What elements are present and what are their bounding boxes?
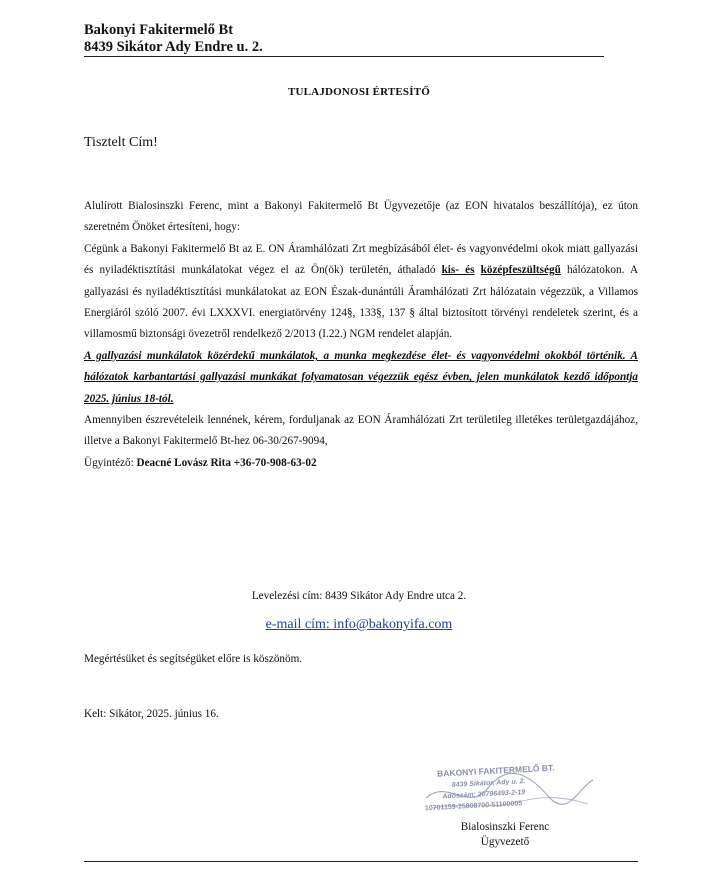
- contact-label: Ügyintéző:: [84, 456, 137, 469]
- signer-name: Bialosinszki Ferenc: [460, 821, 550, 833]
- salutation: Tisztelt Cím!: [84, 135, 158, 150]
- stamp-line-2: 8439 Sikátor, Ady u. 2.: [451, 778, 526, 789]
- contact-request-paragraph: Amennyiben észrevételeik lennének, kérem, forduljanak az EON Áramhálózati Zrt területileg illetékes területgazdájához, illetve a Bakonyi Fakitermelő Bt-hez 06-30/267-9094,: [84, 414, 638, 448]
- work-description-paragraph: [84, 239, 638, 346]
- company-name: Bakonyi Fakitermelő Bt: [84, 22, 234, 38]
- thanks-line: Megértésüket és segítségüket előre is köszönöm.: [84, 653, 303, 665]
- voltage-low-medium: kis- és: [441, 264, 475, 277]
- stamp-line-4: 10701159-25808700-51100005: [424, 800, 523, 813]
- work-description-text: Cégünk a Bakonyi Fakitermelő Bt az E. ON Áramhálózati Zrt megbízásából élet- és vagyonvédelmi okok miatt gallyazási és nyiladéktisztítási munkálatokat végez el az Ön(ök) területén, áthaladó: [84, 242, 638, 277]
- company-stamp: [418, 758, 598, 818]
- stamp-line-1: BAKONYI FAKITERMELŐ BT.: [436, 762, 555, 779]
- signature-block: [430, 820, 580, 850]
- contact-person-line: [84, 453, 638, 474]
- signer-role: Ügyvezető: [480, 836, 530, 848]
- stamp-line-3: Adószám: 20796493-2-19: [442, 789, 526, 801]
- email-link[interactable]: e-mail cím: info@bakonyifa.com: [265, 617, 453, 632]
- mailing-address: Levelezési cím: 8439 Sikátor Ady Endre utca 2.: [251, 590, 467, 602]
- document-body: [84, 196, 638, 474]
- date-line: Kelt: Sikátor, 2025. június 16.: [84, 708, 219, 720]
- contact-person: Deacné Lovász Rita +36-70-908-63-02: [136, 456, 317, 469]
- header-divider: [84, 56, 604, 57]
- company-address: 8439 Sikátor Ady Endre u. 2.: [84, 39, 263, 55]
- public-interest-notice: A gallyazási munkálatok közérdekű munkálatok, a munka megkezdése élet- és vagyonvédelmi okokból történik. A hálózatok karbantartási gallyazási munkákat folyamatosan végezzük egész évben, jelen munkálatok kezdő időpontja 2025. június 18-tól.: [84, 349, 638, 405]
- document-title: TULAJDONOSI ÉRTESÍTŐ: [287, 86, 431, 98]
- voltage-medium: középfeszültségű: [480, 264, 561, 277]
- footer-divider: [84, 861, 638, 862]
- intro-paragraph: Alulírott Bialosinszki Ferenc, mint a Bakonyi Fakitermelő Bt Ügyvezetője (az EON hivatalos beszállítója), ez úton szeretném Önöket értesíteni, hogy:: [84, 200, 638, 234]
- company-header: [84, 22, 604, 56]
- legal-basis-text: hálózatokon. A gallyazási és nyiladéktisztítási munkálatokat az EON Észak-dunántúli Áramhálózati Zrt hálózatain végezzük, a Villamos Energiáról szóló 2007. évi LXXXVI. energiatörvény 124§, 133§, 137 § által biztosított törvényi rendeletek szerint, és a villamosmű biztonsági övezetről rendelkező 2/2013 (I.22.) NGM rendelet alapján.: [84, 264, 639, 341]
